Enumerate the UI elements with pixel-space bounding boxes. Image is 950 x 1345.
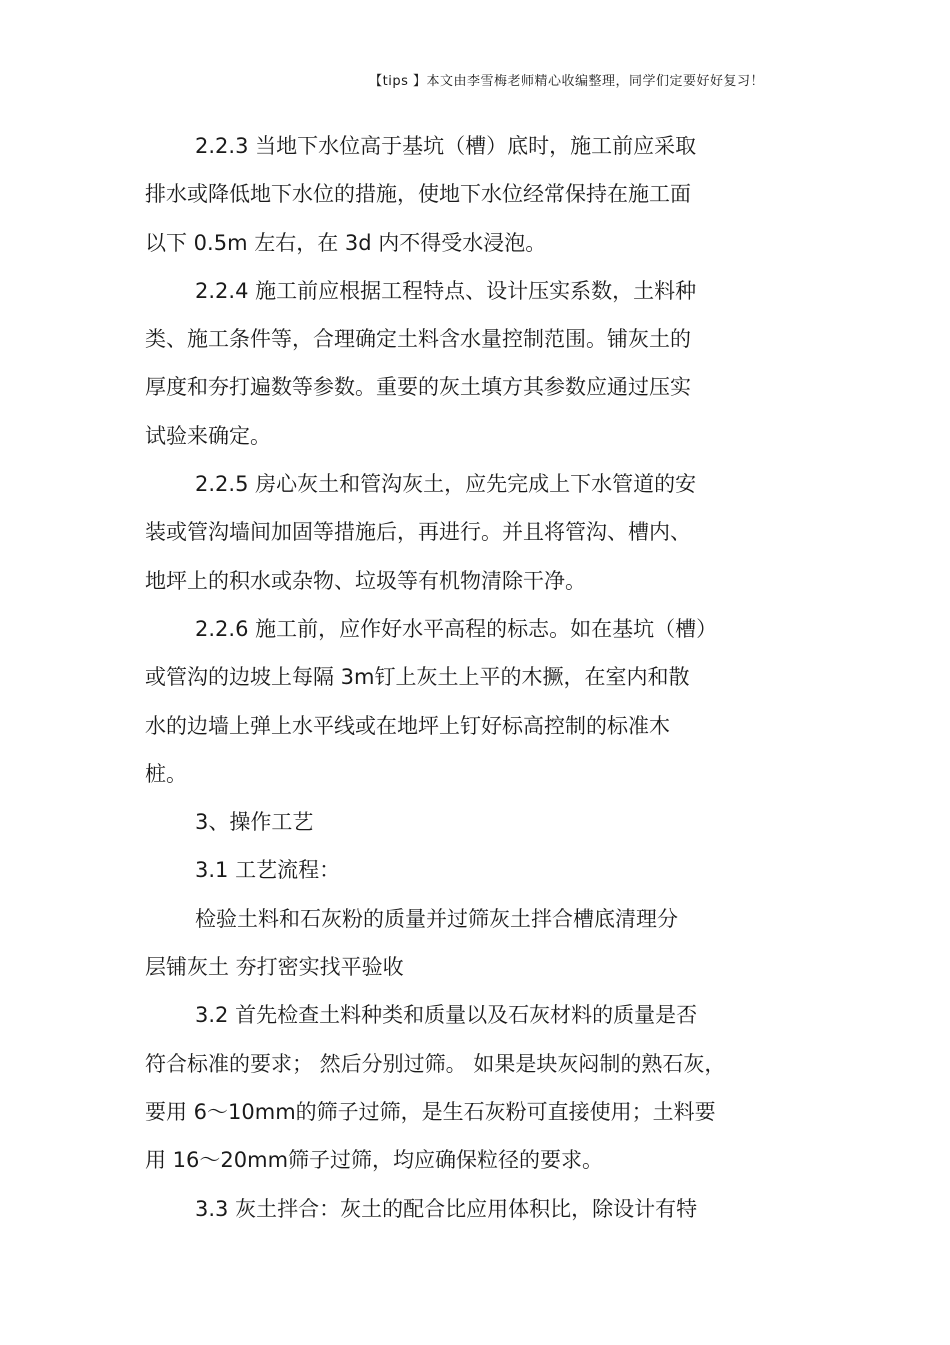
text-line: 3.2 首先检查土料种类和质量以及石灰材料的质量是否 [195,1003,698,1028]
text-line: 以下 0.5m 左右，在 3d 内不得受水浸泡。 [145,230,547,255]
text-line: 2.2.3 当地下水位高于基坑（槽）底时，施工前应采取 [195,134,697,158]
header-note: 【tips 】本文由李雪梅老师精心收编整理，同学们定要好好复习！ [369,74,764,89]
text-line: 2.2.6 施工前，应作好水平高程的标志。如在基坑（槽） [195,616,718,641]
text-line: 层铺灰土 夯打密实找平验收 [145,955,404,980]
text-line: 2.2.5 房心灰土和管沟灰土，应先完成上下水管道的安 [195,472,697,497]
text-line: 地坪上的积水或杂物、垃圾等有机物清除干净。 [145,568,586,593]
text-line: 厚度和夯打遍数等参数。重要的灰土填方其参数应通过压实 [145,375,691,400]
text-line: 排水或降低地下水位的措施，使地下水位经常保持在施工面 [145,182,691,207]
text-line: 3.1 工艺流程： [195,858,341,883]
text-line: 要用 6～10mm的筛子过筛，是生石灰粉可直接使用；土料要 [145,1099,716,1124]
text-line: 水的边墙上弹上水平线或在地坪上钉好标高控制的标准木 [145,713,670,738]
section-heading: 3、操作工艺 [195,810,314,835]
text-line: 试验来确定。 [145,423,271,448]
text-line: 符合标准的要求； 然后分别过筛。 如果是块灰闷制的熟石灰， [145,1051,726,1076]
text-line: 检验土料和石灰粉的质量并过筛灰土拌合槽底清理分 [195,906,678,931]
text-line: 3.3 灰土拌合：灰土的配合比应用体积比，除设计有特 [195,1196,698,1221]
text-line: 桩。 [145,761,187,786]
text-line: 或管沟的边坡上每隔 3m钉上灰土上平的木撅，在室内和散 [145,665,690,690]
text-line: 类、施工条件等，合理确定土料含水量控制范围。铺灰土的 [145,327,691,352]
text-line: 装或管沟墙间加固等措施后，再进行。并且将管沟、槽内、 [145,520,691,545]
text-line: 2.2.4 施工前应根据工程特点、设计压实系数，土料种 [195,278,697,303]
text-line: 用 16～20mm筛子过筛，均应确保粒径的要求。 [145,1148,604,1173]
document-body [145,128,785,1239]
